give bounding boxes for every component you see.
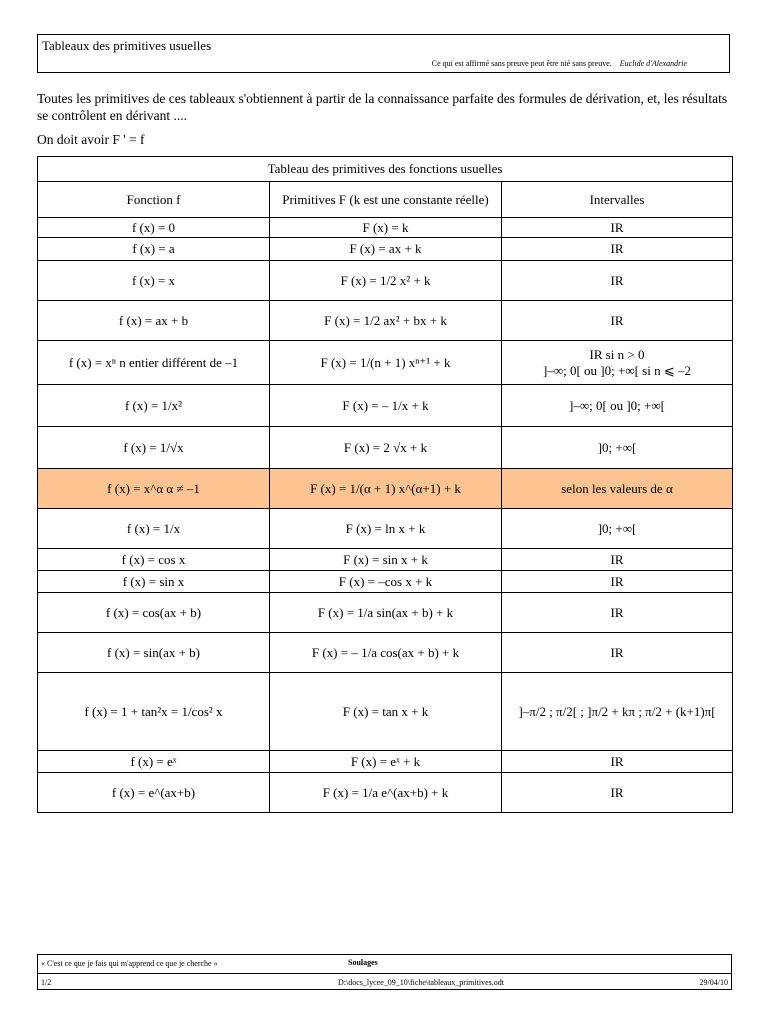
cell-primitive: F (x) = – 1/x + k: [270, 385, 502, 427]
header-quote: [432, 59, 687, 68]
table-row: [38, 469, 733, 509]
quote-text: Ce qui est affirmé sans preuve peut être nié sans preuve.: [431, 59, 612, 68]
table-caption: Tableau des primitives des fonctions usuelles: [38, 157, 733, 182]
cell-interval: ]–∞; 0[ ou ]0; +∞[: [502, 385, 733, 427]
cell-primitive: F (x) = k: [270, 218, 502, 238]
cell-interval: IR: [502, 571, 733, 593]
cell-function: f (x) = 0: [38, 218, 270, 238]
cell-primitive: F (x) = 1/a e^(ax+b) + k: [270, 773, 502, 813]
cell-primitive: F (x) = 2 √x + k: [270, 427, 502, 469]
cell-interval: [502, 341, 733, 385]
table-row: [38, 571, 733, 593]
col-header-primitive: Primitives F (k est une constante réelle): [270, 182, 502, 218]
cell-interval: IR: [502, 238, 733, 261]
cell-primitive: F (x) = 1/2 x² + k: [270, 261, 502, 301]
cell-primitive: F (x) = ax + k: [270, 238, 502, 261]
cell-interval: IR: [502, 261, 733, 301]
cell-function: f (x) = x: [38, 261, 270, 301]
cell-primitive: F (x) = – 1/a cos(ax + b) + k: [270, 633, 502, 673]
cell-primitive: F (x) = 1/a sin(ax + b) + k: [270, 593, 502, 633]
interval-line: ]–∞; 0[ ou ]0; +∞[ si n ⩽ –2: [543, 362, 691, 378]
cell-function: f (x) = sin(ax + b): [38, 633, 270, 673]
table-row: [38, 673, 733, 751]
table-row: [38, 549, 733, 571]
cell-function: f (x) = cos(ax + b): [38, 593, 270, 633]
cell-interval: ]0; +∞[: [502, 509, 733, 549]
cell-interval: ]0; +∞[: [502, 427, 733, 469]
primitives-table: [37, 156, 733, 813]
cell-primitive: F (x) = tan x + k: [270, 673, 502, 751]
table-row: [38, 633, 733, 673]
cell-function: f (x) = a: [38, 238, 270, 261]
table-row: [38, 301, 733, 341]
cell-function: f (x) = xⁿ n entier différent de –1: [38, 341, 270, 385]
table-row: [38, 773, 733, 813]
footer-author: Soulages: [348, 958, 378, 967]
header-box: [37, 34, 730, 73]
interval-line: IR si n > 0: [589, 346, 645, 362]
cell-interval: IR: [502, 301, 733, 341]
table-row: [38, 427, 733, 469]
cell-interval: IR: [502, 593, 733, 633]
intro-condition: On doit avoir F ' = f: [37, 132, 145, 147]
cell-function: f (x) = x^α α ≠ –1: [38, 469, 270, 509]
cell-function: f (x) = 1 + tan²x = 1/cos² x: [38, 673, 270, 751]
footer-divider: [38, 973, 731, 974]
file-path: D:\docs_lycee_09_10\fiche\tableaux_primitives.odt: [338, 978, 504, 987]
table-row: [38, 261, 733, 301]
cell-interval: IR: [502, 773, 733, 813]
quote-author: Euclide d'Alexandrie: [619, 59, 687, 68]
table-row: [38, 385, 733, 427]
table-row: [38, 341, 733, 385]
table-row: [38, 751, 733, 773]
table-row: [38, 238, 733, 261]
cell-interval: IR: [502, 218, 733, 238]
cell-interval: IR: [502, 751, 733, 773]
col-header-intervals: Intervalles: [502, 182, 733, 218]
cell-primitive: F (x) = eˣ + k: [270, 751, 502, 773]
intro-paragraph: Toutes les primitives de ces tableaux s'obtiennent à partir de la connaissance parfaite des formules de dérivation, et, les résultats se contrôlent en dérivant ....: [37, 91, 728, 123]
cell-function: f (x) = ax + b: [38, 301, 270, 341]
table-row: [38, 509, 733, 549]
document-title: Tableaux des primitives usuelles: [42, 38, 212, 53]
cell-primitive: F (x) = 1/(n + 1) xⁿ⁺¹ + k: [270, 341, 502, 385]
table-row: [38, 218, 733, 238]
cell-interval: IR: [502, 633, 733, 673]
table-row: [38, 593, 733, 633]
cell-primitive: F (x) = sin x + k: [270, 549, 502, 571]
cell-interval: IR: [502, 549, 733, 571]
cell-function: f (x) = sin x: [38, 571, 270, 593]
cell-function: f (x) = 1/√x: [38, 427, 270, 469]
cell-function: f (x) = cos x: [38, 549, 270, 571]
page-number: 1/2: [41, 978, 52, 987]
table-body: [38, 218, 733, 813]
footer-box: [37, 954, 732, 990]
col-header-function: Fonction f: [38, 182, 270, 218]
cell-function: f (x) = 1/x: [38, 509, 270, 549]
cell-primitive: F (x) = –cos x + k: [270, 571, 502, 593]
cell-interval: selon les valeurs de α: [502, 469, 733, 509]
cell-primitive: F (x) = ln x + k: [270, 509, 502, 549]
cell-function: f (x) = eˣ: [38, 751, 270, 773]
cell-interval: ]–π/2 ; π/2[ ; ]π/2 + kπ ; π/2 + (k+1)π[: [502, 673, 733, 751]
cell-primitive: F (x) = 1/(α + 1) x^(α+1) + k: [270, 469, 502, 509]
footer-quote: « C'est ce que je fais qui m'apprend ce que je cherche »: [41, 959, 218, 968]
cell-function: f (x) = e^(ax+b): [38, 773, 270, 813]
document-date: 29/04/10: [699, 978, 728, 987]
cell-function: f (x) = 1/x²: [38, 385, 270, 427]
cell-primitive: F (x) = 1/2 ax² + bx + k: [270, 301, 502, 341]
